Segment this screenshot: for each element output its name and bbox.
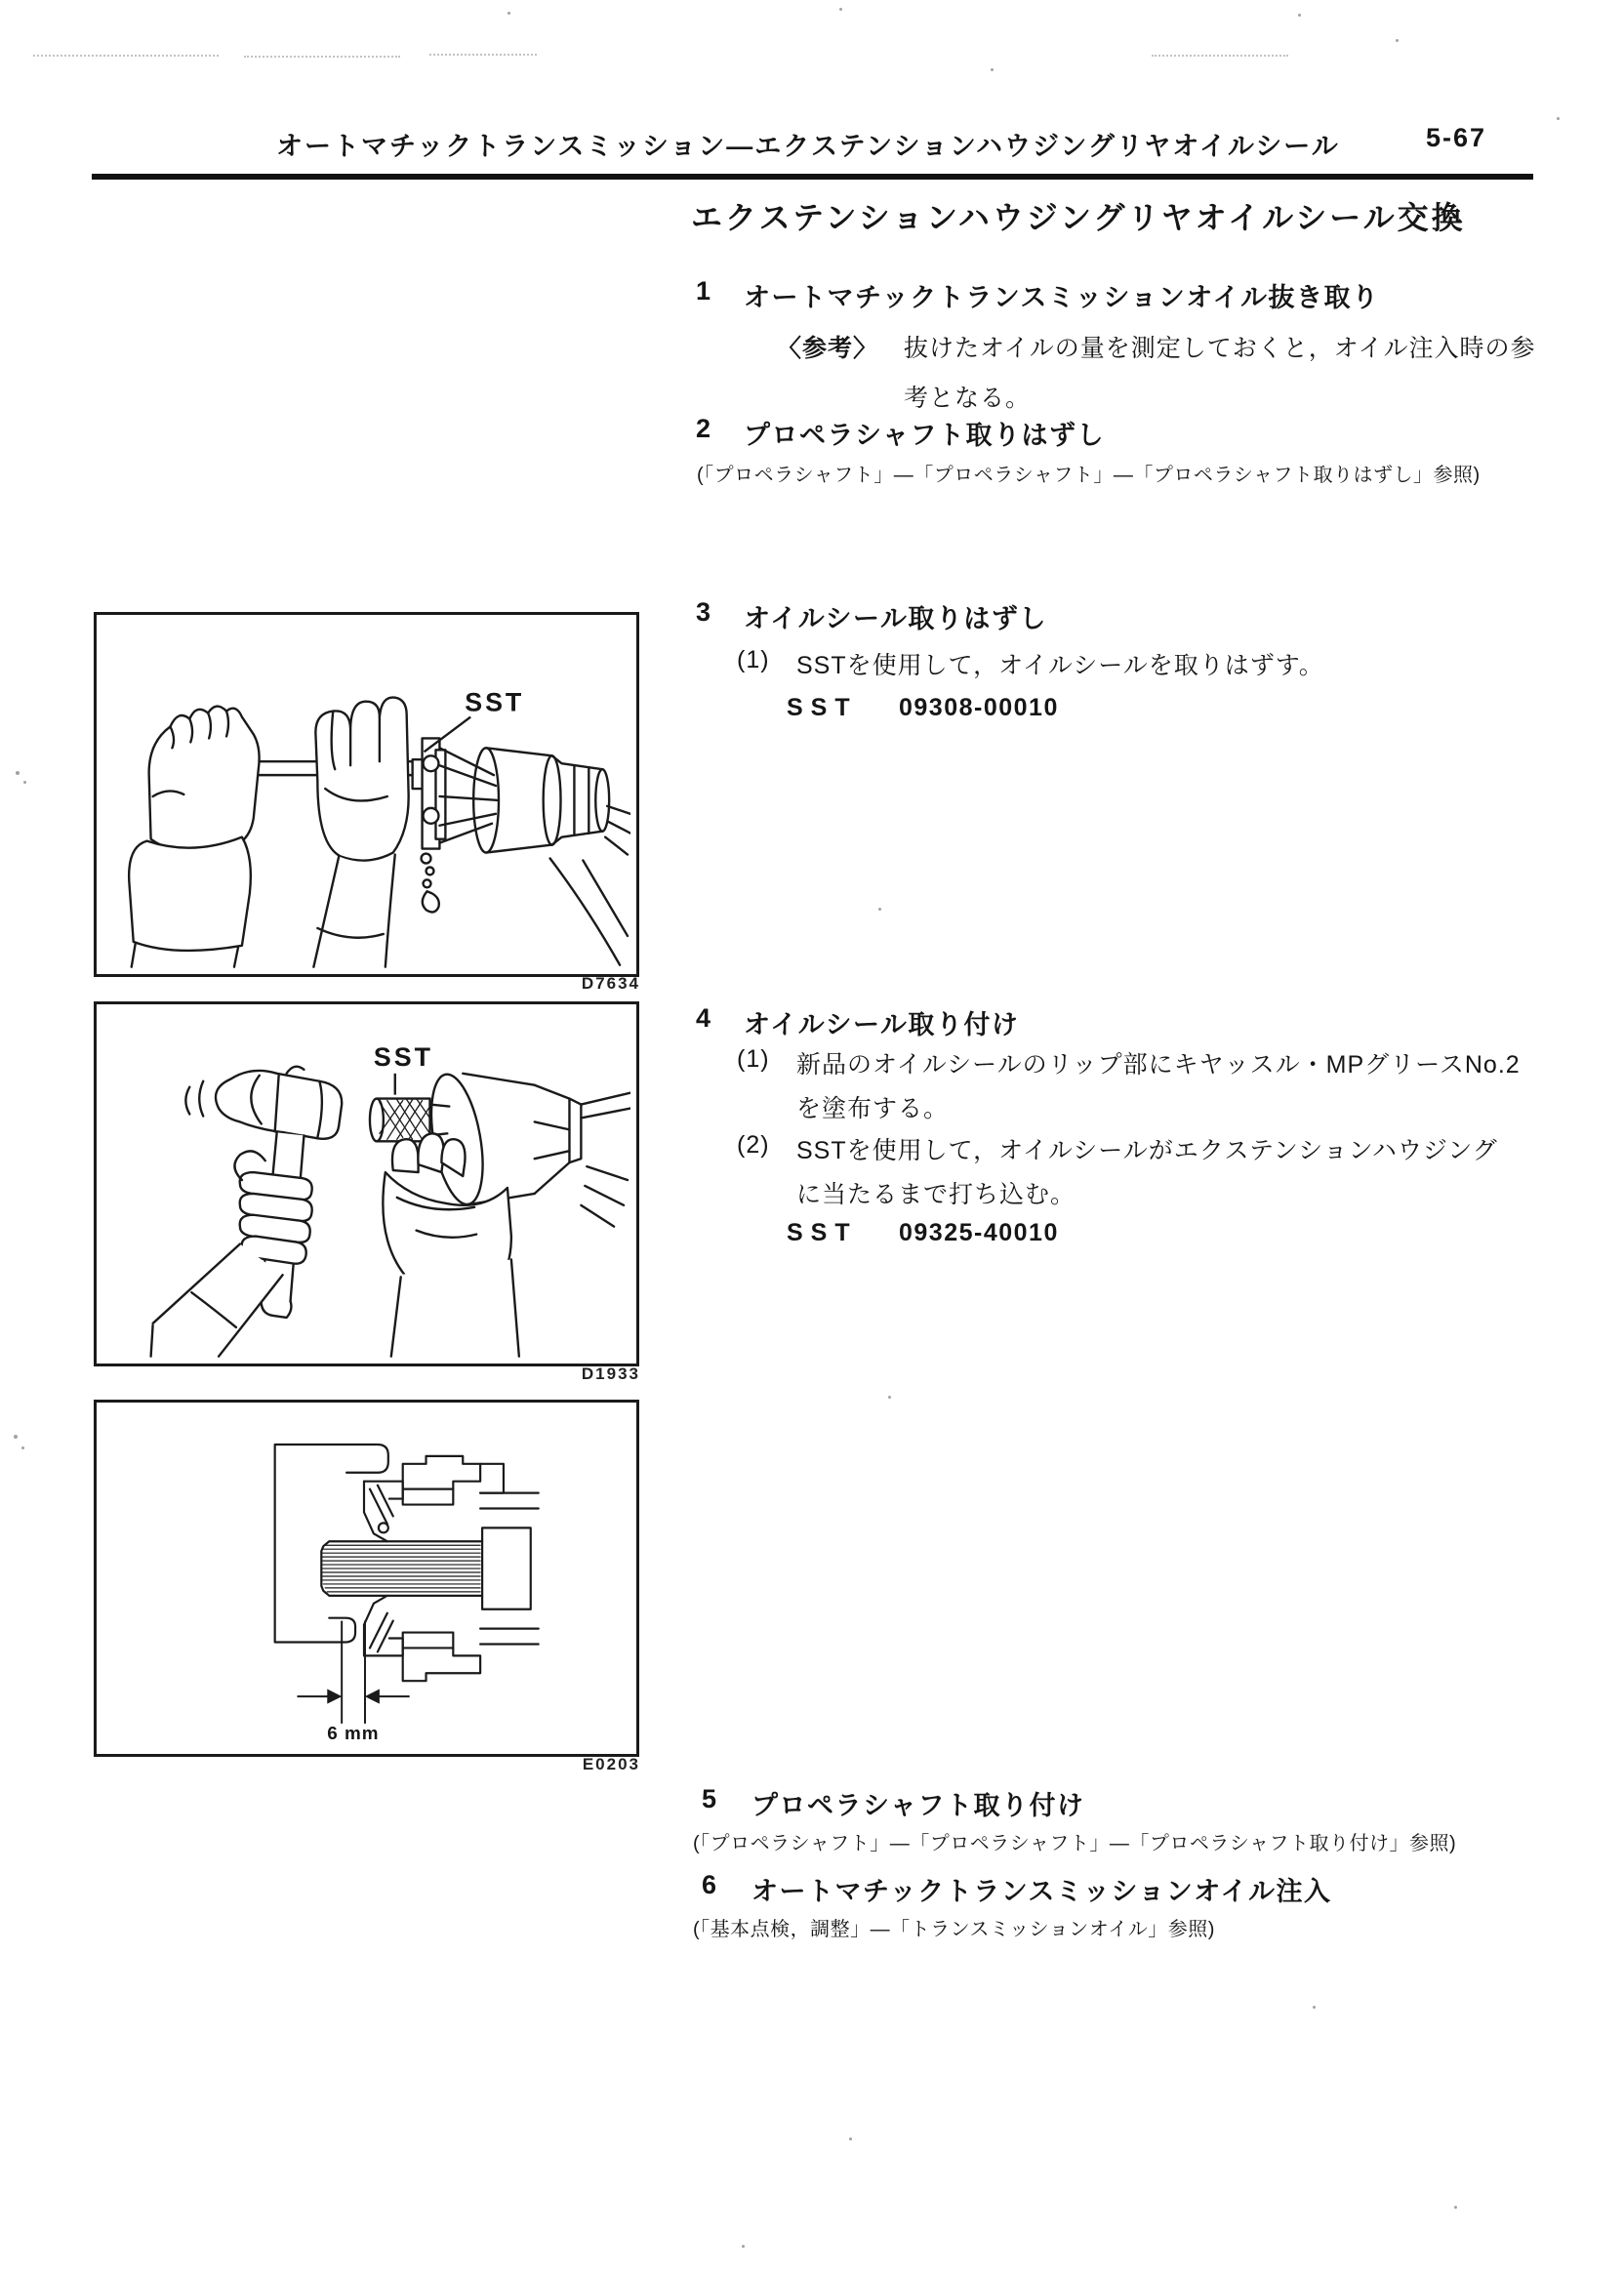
step-1-title: オートマチックトランスミッションオイル抜き取り xyxy=(744,283,1380,312)
scan-noise xyxy=(16,771,20,775)
note-line-2: 考となる。 xyxy=(904,385,1032,412)
step-5-number: 5 xyxy=(702,1784,718,1813)
figure-caption: E0203 xyxy=(582,1755,640,1773)
step-4-title: オイルシール取り付け xyxy=(744,1010,1020,1039)
sst-label: SST xyxy=(465,687,525,717)
step-4-item-2-marker: (2) xyxy=(737,1131,770,1159)
scan-noise xyxy=(244,56,400,58)
step-1-number: 1 xyxy=(696,276,712,305)
scan-noise xyxy=(849,2138,852,2140)
scan-noise xyxy=(1396,39,1399,42)
scan-noise xyxy=(508,12,510,15)
seal-installation-illustration xyxy=(97,1004,630,1358)
scan-noise xyxy=(1454,2206,1457,2209)
seal-removal-illustration xyxy=(97,615,630,968)
scan-noise xyxy=(1313,2006,1316,2009)
scan-noise xyxy=(991,68,994,71)
step-5-title: プロペラシャフト取り付け xyxy=(751,1791,1085,1820)
step-4-item-1-line-1: 新品のオイルシールのリップ部にキヤッスル・MPグリースNo.2 xyxy=(796,1051,1521,1079)
step-4-item-1-marker: (1) xyxy=(737,1045,770,1073)
step-6-number: 6 xyxy=(702,1870,718,1899)
step-5-reference: (「プロペラシャフト」―「プロペラシャフト」―「プロペラシャフト取り付け」参照) xyxy=(693,1833,1457,1854)
scan-noise xyxy=(839,8,842,11)
figure-caption: D7634 xyxy=(581,974,640,993)
scan-noise xyxy=(1298,14,1301,17)
step-4-sst-number: 09325-40010 xyxy=(899,1219,1059,1246)
step-3-sst-number: 09308-00010 xyxy=(899,694,1059,721)
step-2-title: プロペラシャフト取りはずし xyxy=(744,421,1105,450)
note-label: 〈参考〉 xyxy=(777,335,879,362)
sst-leader-line xyxy=(425,717,471,753)
step-3-number: 3 xyxy=(696,597,712,627)
step-4-item-1-line-2: を塗布する。 xyxy=(796,1095,950,1122)
step-4-sst-label: SST xyxy=(787,1219,858,1246)
page-number: 5-67 xyxy=(1426,123,1487,152)
scan-noise xyxy=(33,55,219,57)
scan-noise xyxy=(21,1446,24,1449)
step-3-title: オイルシール取りはずし xyxy=(744,604,1047,633)
figure-seal-installation xyxy=(94,1001,639,1366)
sst-label: SST xyxy=(373,1041,433,1072)
scan-noise xyxy=(1557,117,1560,120)
figure-seal-removal xyxy=(94,612,639,977)
step-6-reference: (「基本点検，調整」―「トランスミッションオイル」参照) xyxy=(693,1919,1215,1940)
dimension-lines xyxy=(297,1621,409,1724)
step-3-item-1-text: SSTを使用して，オイルシールを取りはずす。 xyxy=(796,652,1324,679)
scan-noise xyxy=(429,54,537,56)
scan-noise xyxy=(14,1435,18,1439)
step-3-sst-label: SST xyxy=(787,694,858,721)
step-6-title: オートマチックトランスミッションオイル注入 xyxy=(751,1877,1332,1906)
figure-caption: D1933 xyxy=(581,1364,640,1383)
scan-noise xyxy=(23,781,26,784)
note-line-1: 抜けたオイルの量を測定しておくと，オイル注入時の参 xyxy=(904,335,1536,362)
cross-section-illustration xyxy=(97,1403,630,1748)
page-title: エクステンションハウジングリヤオイルシール交換 xyxy=(691,200,1466,235)
dimension-label: 6 mm xyxy=(327,1722,380,1743)
step-4-item-2-line-2: に当たるまで打ち込む。 xyxy=(796,1181,1076,1208)
scan-noise xyxy=(1152,55,1288,57)
step-3-item-1-marker: (1) xyxy=(737,646,770,673)
scan-noise xyxy=(878,908,881,911)
step-2-number: 2 xyxy=(696,414,712,443)
scan-noise xyxy=(888,1396,891,1399)
step-4-item-2-line-1: SSTを使用して，オイルシールがエクステンションハウジング xyxy=(796,1137,1498,1164)
figure-seal-cross-section xyxy=(94,1400,639,1757)
header-rule xyxy=(92,174,1533,180)
header-title: オートマチックトランスミッション―エクステンションハウジングリヤオイルシール xyxy=(276,132,1340,161)
step-4-number: 4 xyxy=(696,1003,712,1033)
step-2-reference: (「プロペラシャフト」―「プロペラシャフト」―「プロペラシャフト取りはずし」参照) xyxy=(697,465,1481,486)
scan-noise xyxy=(742,2245,745,2248)
